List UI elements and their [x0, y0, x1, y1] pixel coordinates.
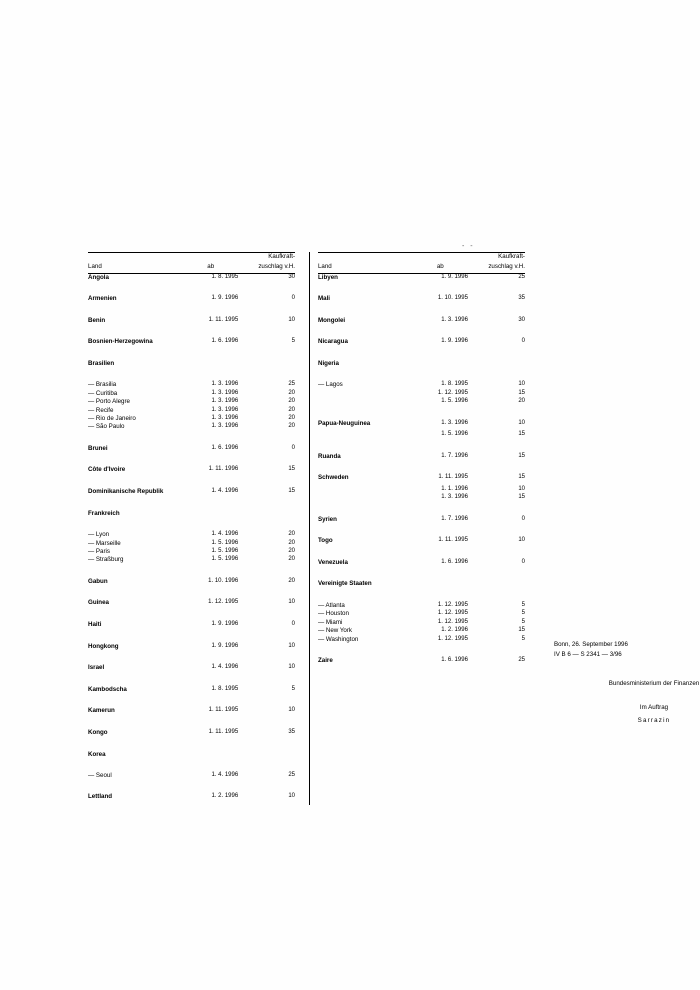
table-row [88, 751, 295, 763]
table-row [88, 415, 295, 423]
cell-land: — New York [317, 627, 353, 635]
cell-surcharge: 30 [288, 273, 296, 280]
table-row [88, 488, 295, 500]
cell-surcharge: 5 [521, 635, 525, 642]
cell-surcharge: 5 [521, 601, 525, 608]
footer-reference: IV B 6 — S 2341 — 3/96 [553, 650, 622, 658]
cell-land: — Seoul [88, 772, 112, 780]
right-table-body [318, 273, 525, 669]
table-row [88, 556, 295, 564]
cell-surcharge: 0 [291, 444, 296, 451]
row-spacer [88, 328, 295, 338]
cell-date: 1. 9. 1996 [211, 642, 239, 649]
row-spacer [318, 464, 525, 474]
table-row [88, 531, 295, 539]
cell-land: — Lagos [317, 381, 343, 389]
cell-surcharge: 20 [288, 539, 296, 546]
header-land: Land [88, 263, 183, 273]
cell-date: 1. 11. 1996 [208, 466, 239, 473]
cell-surcharge: 0 [521, 558, 525, 565]
table-row [88, 407, 295, 415]
cell-land: — Houston [317, 610, 349, 618]
cell-land: Haiti [88, 620, 102, 628]
right-table [318, 252, 525, 669]
cell-surcharge: 10 [518, 485, 525, 492]
cell-surcharge: 5 [291, 338, 296, 345]
cell-land: Ruanda [317, 452, 341, 460]
cell-land: — Marseille [88, 539, 121, 547]
table-row [318, 338, 525, 350]
cell-land: Guinea [88, 599, 109, 607]
cell-land: Brunei [88, 444, 108, 452]
row-spacer [318, 503, 525, 516]
cell-land: Syrien [317, 515, 337, 523]
cell-date: 1. 12. 1995 [208, 599, 239, 606]
cell-land: Hongkong [88, 642, 119, 650]
cell-land: Mali [317, 295, 331, 303]
cell-date: 1. 4. 1996 [211, 531, 239, 538]
cell-surcharge: 10 [288, 664, 296, 671]
cell-date: 1. 12. 1995 [437, 635, 468, 642]
cell-surcharge: 20 [288, 423, 296, 430]
row-spacer [318, 328, 525, 338]
footer-auftrag: Im Auftrag [639, 703, 669, 711]
row-spacer [88, 719, 295, 729]
cell-date: 1. 4. 1996 [211, 664, 239, 671]
left-table-body [88, 273, 295, 805]
cell-surcharge: 20 [518, 398, 525, 405]
cell-surcharge: 20 [288, 577, 296, 584]
cell-land: Libyen [317, 273, 338, 281]
row-spacer [88, 762, 295, 772]
row-spacer [88, 521, 295, 531]
row-spacer [318, 407, 525, 420]
cell-surcharge: 0 [521, 338, 525, 345]
cell-surcharge: 10 [518, 537, 525, 544]
row-spacer [318, 440, 525, 453]
table-row [88, 729, 295, 741]
cell-date: 1. 9. 1996 [441, 338, 468, 345]
cell-date: 1. 3. 1996 [211, 406, 239, 413]
table-row [318, 610, 525, 618]
table-row [88, 664, 295, 676]
cell-date: 1. 6. 1996 [441, 558, 468, 565]
cell-land: — Brasilia [88, 381, 117, 389]
cell-land: — Rio de Janeiro [88, 415, 136, 423]
cell-date: 1. 3. 1996 [211, 389, 239, 396]
cell-land: Kamerun [88, 707, 115, 715]
header-row-kaufkraft [88, 253, 295, 263]
footer-signature-name: Sarrazin [637, 717, 671, 725]
cell-land: Papua-Neuguinea [317, 419, 371, 427]
row-spacer [88, 307, 295, 317]
cell-surcharge: 20 [288, 547, 296, 554]
table-row [88, 540, 295, 548]
table-row [318, 486, 525, 494]
cell-surcharge [238, 751, 295, 763]
table-row [318, 627, 525, 635]
cell-date [183, 510, 238, 522]
header-spacer-ab [183, 253, 238, 263]
cell-date: 1. 1. 1996 [441, 485, 468, 492]
table-row [88, 643, 295, 655]
cell-date: 1. 5. 1996 [211, 539, 239, 546]
cell-date: 1. 10. 1995 [437, 295, 468, 302]
cell-date: 1. 3. 1996 [211, 398, 239, 405]
row-spacer [88, 478, 295, 488]
row-spacer [88, 350, 295, 360]
header-ab-right: ab [413, 263, 468, 273]
table-row [318, 381, 525, 389]
cell-date: 1. 9. 1996 [441, 273, 468, 280]
cell-surcharge: 25 [518, 656, 525, 663]
cell-surcharge: 0 [291, 620, 296, 627]
cell-date: 1. 11. 1995 [208, 707, 239, 714]
table-row [318, 602, 525, 610]
cell-land: Kongo [88, 728, 108, 736]
row-spacer [88, 589, 295, 599]
header-kaufkraft-line2: zuschlag v.H. [238, 263, 295, 273]
cell-date: 1. 10. 1996 [208, 577, 239, 584]
cell-land: Schweden [317, 474, 349, 482]
cell-surcharge: 30 [518, 316, 525, 323]
left-table-column [88, 252, 301, 805]
header-kaufkraft-line1: Kaufkraft- [238, 253, 295, 263]
cell-surcharge: 15 [518, 431, 525, 438]
table-row [88, 548, 295, 556]
cell-date: 1. 3. 1996 [441, 494, 468, 501]
cell-land: Armenien [88, 295, 117, 303]
cell-date: 1. 7. 1996 [441, 452, 468, 459]
cell-surcharge: 35 [288, 728, 296, 735]
row-spacer [88, 285, 295, 295]
cell-date: 1. 3. 1996 [211, 381, 239, 388]
cell-date: 1. 3. 1996 [211, 423, 239, 430]
header-ab: ab [183, 263, 238, 273]
cell-date: 1. 9. 1996 [211, 295, 239, 302]
cell-land [318, 494, 413, 502]
cell-surcharge: 15 [288, 466, 296, 473]
table-row [88, 360, 295, 372]
document-footer [554, 640, 700, 726]
table-row [318, 516, 525, 528]
cell-surcharge: 5 [291, 685, 296, 692]
table-row [318, 317, 525, 329]
row-spacer [318, 644, 525, 657]
row-spacer [318, 549, 525, 559]
cell-land: Gabun [88, 577, 108, 585]
cell-land: — Porto Alegre [88, 398, 130, 406]
cell-surcharge: 15 [518, 627, 525, 634]
table-row [318, 420, 525, 432]
header-row-labels-right [318, 263, 525, 273]
cell-date: 1. 2. 1996 [211, 793, 239, 800]
cell-land: Israel [88, 664, 105, 672]
cell-land [318, 431, 413, 439]
row-spacer [88, 611, 295, 621]
table-row [318, 360, 525, 372]
row-spacer [318, 307, 525, 317]
cell-land: — Recife [88, 406, 114, 414]
cell-land: — Curitiba [88, 389, 118, 397]
cell-land: — Washington [317, 635, 359, 643]
cell-date: 1. 9. 1996 [211, 620, 239, 627]
cell-surcharge: 15 [518, 494, 525, 501]
cell-date: 1. 7. 1996 [441, 515, 468, 522]
row-spacer [88, 432, 295, 445]
cell-land: — Paris [88, 547, 111, 555]
header-land-right: Land [318, 263, 413, 273]
table-row [88, 510, 295, 522]
table-row [318, 494, 525, 502]
cell-date: 1. 4. 1996 [211, 488, 239, 494]
cell-surcharge: 20 [288, 389, 296, 396]
cell-land: Nicaragua [317, 338, 348, 346]
cell-surcharge: 20 [288, 556, 296, 563]
cell-land [318, 486, 413, 494]
tariff-table-sheet [88, 252, 700, 805]
cell-land: Lettland [88, 793, 113, 801]
column-divider-rule [309, 252, 310, 805]
cell-land: Benin [88, 316, 106, 324]
cell-land: Venezuela [317, 558, 348, 566]
header-spacer-ab-right [413, 253, 468, 263]
table-row [318, 580, 525, 592]
table-row [318, 657, 525, 669]
cell-date: 1. 8. 1995 [211, 685, 239, 692]
cell-surcharge: 10 [518, 419, 525, 426]
table-row [318, 636, 525, 644]
row-spacer [88, 456, 295, 466]
row-spacer [88, 371, 295, 381]
cell-land: Côte d'Ivoire [88, 466, 126, 474]
header-row-kaufkraft-right [318, 253, 525, 263]
row-spacer [88, 633, 295, 643]
cell-date: 1. 12. 1995 [437, 610, 468, 617]
cell-date: 1. 6. 1996 [211, 444, 239, 451]
cell-land: — Atlanta [317, 601, 345, 609]
table-row [88, 578, 295, 590]
header-kaufkraft-line1-right: Kaufkraft- [468, 253, 525, 263]
cell-surcharge: 0 [521, 515, 525, 522]
cell-date: 1. 4. 1996 [211, 772, 239, 779]
cell-date: 1. 11. 1995 [208, 316, 239, 323]
cell-land: — São Paulo [88, 423, 125, 431]
cell-surcharge: 25 [288, 381, 296, 388]
footer-ministry: Bundesministerium der Finanzen [608, 680, 700, 688]
table-row [88, 772, 295, 780]
header-spacer-land [88, 253, 183, 263]
table-row [318, 474, 525, 486]
right-table-header [318, 253, 525, 274]
cell-surcharge [238, 360, 295, 372]
cell-land: — Lyon [88, 531, 110, 539]
cell-date: 1. 6. 1996 [211, 338, 239, 345]
table-row [88, 445, 295, 457]
cell-land [318, 398, 413, 406]
table-row [88, 273, 295, 285]
cell-date: 1. 12. 1995 [437, 618, 468, 625]
cell-surcharge: 15 [518, 474, 525, 481]
row-spacer [88, 500, 295, 510]
table-row [88, 621, 295, 633]
table-row [318, 453, 525, 465]
cell-land: — Straßburg [88, 556, 124, 564]
table-row [88, 390, 295, 398]
cell-land: Zaire [317, 656, 333, 664]
cell-surcharge: 10 [518, 381, 525, 388]
left-table-header [88, 253, 295, 274]
two-column-layout [88, 252, 700, 805]
cell-surcharge [468, 360, 525, 372]
cell-surcharge: 20 [288, 531, 296, 538]
table-row [88, 423, 295, 431]
table-row [88, 338, 295, 350]
cell-date: 1. 2. 1996 [441, 627, 468, 634]
cell-land: Brasilien [88, 359, 115, 367]
table-row [318, 559, 525, 571]
cell-date: 1. 11. 1995 [438, 474, 468, 481]
header-row-labels [88, 263, 295, 273]
cell-land: Nigeria [317, 359, 339, 367]
table-row [318, 273, 525, 285]
cell-date: 1. 5. 1996 [211, 556, 239, 563]
table-row [318, 431, 525, 439]
cell-date: 1. 12. 1995 [437, 601, 468, 608]
cell-surcharge: 0 [291, 295, 296, 302]
cell-date [183, 751, 238, 763]
row-spacer [318, 285, 525, 295]
right-table-column [317, 252, 700, 725]
cell-date: 1. 5. 1996 [211, 547, 239, 554]
cell-date: 1. 11. 1995 [208, 728, 239, 735]
cell-land: Bosnien-Herzegowina [88, 338, 153, 346]
cell-surcharge: 20 [288, 398, 296, 405]
cell-surcharge: 10 [288, 316, 296, 323]
cell-land: Togo [317, 537, 333, 545]
cell-date: 1. 3. 1996 [441, 419, 468, 426]
table-row [318, 398, 525, 406]
footer-place-date: Bonn, 26. September 1996 [553, 641, 628, 648]
cell-date: 1. 3. 1996 [211, 415, 239, 422]
row-spacer [88, 741, 295, 751]
cell-date: 1. 8. 1995 [211, 273, 239, 280]
table-row [88, 398, 295, 406]
row-spacer [88, 565, 295, 578]
row-spacer [318, 350, 525, 360]
footer-signature-block [554, 679, 700, 726]
cell-surcharge: 10 [288, 642, 296, 649]
table-row [318, 619, 525, 627]
cell-land: Angola [88, 273, 109, 281]
row-spacer [318, 592, 525, 602]
cell-date [413, 580, 468, 592]
cell-land [318, 390, 413, 398]
table-row [318, 295, 525, 307]
cell-date: 1. 12. 1995 [437, 389, 468, 396]
cell-land: Mongolei [317, 316, 346, 324]
cell-surcharge [238, 510, 295, 522]
cell-surcharge: 15 [288, 488, 296, 494]
table-row [88, 793, 295, 805]
cell-surcharge: 20 [288, 406, 296, 413]
header-kaufkraft-line2-right: zuschlag v.H. [468, 263, 525, 273]
cell-date: 1. 3. 1996 [441, 316, 468, 323]
cell-surcharge: 15 [518, 452, 525, 459]
table-row [88, 317, 295, 329]
page-top-mark: - - [462, 243, 475, 250]
cell-date [183, 360, 238, 372]
cell-surcharge: 25 [518, 273, 525, 280]
row-spacer [88, 654, 295, 664]
row-spacer [318, 570, 525, 580]
cell-land: — Miami [317, 618, 343, 626]
cell-land: Frankreich [88, 509, 120, 517]
cell-surcharge: 5 [521, 618, 525, 625]
table-row [88, 466, 295, 478]
table-row [88, 381, 295, 389]
row-spacer [88, 780, 295, 793]
table-row [318, 537, 525, 549]
cell-date [413, 360, 468, 372]
row-spacer [88, 697, 295, 707]
cell-land: Kambodscha [88, 685, 127, 693]
cell-surcharge [468, 580, 525, 592]
cell-date: 1. 8. 1995 [441, 381, 468, 388]
cell-date: 1. 5. 1996 [441, 398, 468, 405]
cell-surcharge: 10 [288, 599, 296, 606]
table-row [88, 295, 295, 307]
cell-surcharge: 10 [288, 707, 296, 714]
table-row [318, 390, 525, 398]
cell-land: Dominikanische Republik [88, 488, 164, 495]
table-row [88, 599, 295, 611]
cell-date: 1. 5. 1996 [441, 431, 468, 438]
cell-surcharge: 5 [521, 610, 525, 617]
row-spacer [318, 371, 525, 381]
cell-surcharge: 10 [288, 793, 296, 800]
header-spacer-land-right [318, 253, 413, 263]
cell-date: 1. 11. 1995 [438, 537, 468, 544]
cell-surcharge: 20 [288, 415, 296, 422]
cell-date: 1. 6. 1996 [441, 656, 468, 663]
cell-land: Vereinigte Staaten [317, 580, 372, 588]
cell-land: Korea [88, 750, 106, 758]
row-spacer [88, 676, 295, 686]
cell-surcharge: 25 [288, 772, 296, 779]
cell-surcharge: 35 [518, 295, 525, 302]
row-spacer [318, 527, 525, 537]
table-row [88, 686, 295, 698]
left-table [88, 252, 295, 805]
table-row [88, 707, 295, 719]
cell-surcharge: 15 [518, 389, 525, 396]
